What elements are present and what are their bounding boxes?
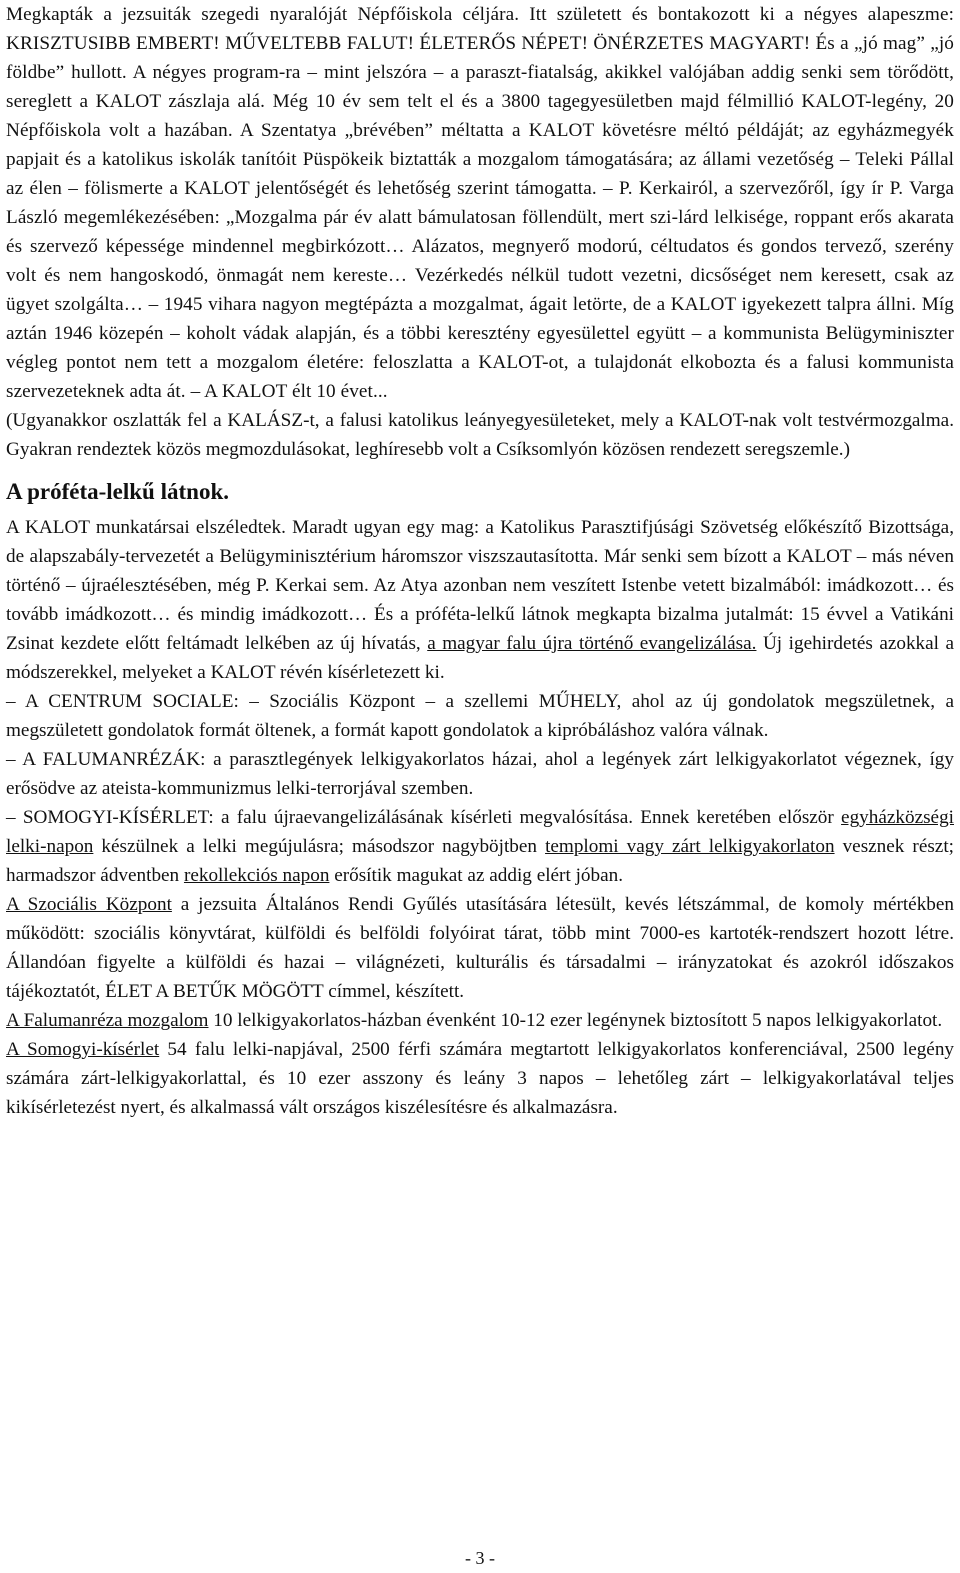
paragraph-falumanrezak: – A FALUMANRÉZÁK: a parasztlegények lelkigyakorlatos házai, ahol a legények zárt lelkigyakorlatot végeznek, így erősödve az ateista-kommunizmus lelki-terrorjával szemben.: [6, 749, 954, 799]
underlined-lelkigyakorlat: templomi vagy zárt lelkigyakorlaton: [545, 836, 835, 857]
paragraph-szocialis-kozpont: A Szociális Központ a jezsuita Általános Rendi Gyűlés utasítására létesült, kevés létszámmal, de komoly mértékben működött: szociális könyvtárat, külföldi és belföldi folyóirat tárat, több mint 7000-es kartoték-rendszert hozott létre. Állandóan figyelte a külföldi és hazai – világnézeti, kulturális és társadalmi – irányzatokat és azokról időszakos tájékoztatót, ÉLET A BETŰK MÖGÖTT címmel, készített.: [6, 894, 954, 1002]
paragraph-somogyi-results: A Somogyi-kísérlet 54 falu lelki-napjával, 2500 férfi számára megtartott lelkigyakorlatos konferenciával, 2500 legény számára zárt-lelkigyakorlattal, és 10 ezer asszony és leány 3 napos – lehetőleg zárt – lelkigyakorlatával teljes kikísérletezést nyert, és alkalmassá vált országos kiszélesítésre és alkalmazásra.: [6, 1039, 955, 1118]
paragraph-centrum-sociale: – A CENTRUM SOCIALE: – Szociális Központ – a szellemi MŰHELY, ahol az új gondolatok megszületnek, a megszületett gondolatok formát öltenek, a formát kapott gondolatok a kipróbáláshoz valóra válnak.: [6, 691, 954, 741]
underlined-rekollekcio: rekollekciós napon: [183, 865, 330, 886]
paragraph-kalasz: (Ugyanakkor oszlatták fel a KALÁSZ-t, a falusi katolikus leányegyesületeket, mely a KALOT-nak volt testvérmozgalma. Gyakran rendeztek közös megmozdulásokat, leghíresebb volt a Csíksomlyón közösen rendezett seregszemle.): [6, 410, 954, 460]
underlined-falumanreza: A Falumanréza mozgalom: [6, 1010, 209, 1031]
section-heading: A próféta-lelkű látnok.: [6, 479, 229, 504]
underlined-evangelization: a magyar falu újra történő evangelizálása.: [427, 633, 757, 654]
paragraph-kalot-history: Megkapták a jezsuiták szegedi nyaralóját Népfőiskola céljára. Itt született és bontakozott ki a négyes alapeszme: KRISZTUSIBB EMBERT! MŰVELTEBB FALUT! ÉLETERŐS NÉPET! ÖNÉRZETES MAGYART! És a „jó mag” „jó földbe” hullott. A négyes program-ra – mint jelszóra – a paraszt-fiatalság, akikkel valójában addig senki sem törődött, sereglett a KALOT zászlaja alá. Még 10 év sem telt el és a 3800 tagegyesületben majd félmillió KALOT-legény, 20 Népfőiskola volt a hazában. A Szentatya „brévében” méltatta a KALOT követésre méltó példáját; az egyházmegyék papjait és a katolikus iskolák tanítóit Püspökeik biztatták a mozgalom támogatására; az állami vezetőség – Teleki Pállal az élen – fölismerte a KALOT jelentőségét és lehetőség szerint támogatta. – P. Kerkairól, a szervezőről, így ír P. Varga László megemlékezésében: „Mozgalma pár év alatt bámulatosan föllendült, mert szi-lárd lelkisége, roppant erős akarata és szervező képessége mindennel megbirkózott… Alázatos, megnyerő modorú, céltudatos és gondos tervező, szerény volt és nem hangoskodó, önmagát nem kereste… Vezérkedés nélkül tudott vezetni, dicsőséget nem keresett, csak az ügyet szolgálta… – 1945 vihara nagyon megtépázta a mozgalmat, ágait letörte, de a KALOT igyekezett talpra állni. Míg aztán 1946 közepén – koholt vádak alapján, és a többi keresztény egyesülettel együtt – a kommunista Belügyminiszter végleg pontot nem tett a mozgalom életére: feloszlatta a KALOT-ot, a tulajdonát elkobozta és a falusi kommunista szervezeteknek adta át. – A KALOT élt 10 évet...: [6, 4, 954, 402]
paragraph-falumanreza: A Falumanréza mozgalom 10 lelkigyakorlatos-házban évenként 10-12 ezer legénynek biztosított 5 napos lelkigyakorlatot.: [6, 1010, 943, 1031]
page-number: - 3 -: [465, 1548, 495, 1568]
underlined-lelki-nap: egyházközségi lelki-napon: [6, 807, 954, 857]
paragraph-prophet: A KALOT munkatársai elszéledtek. Maradt ugyan egy mag: a Katolikus Parasztifjúsági Szövetség előkészítő Bizottsága, de alapszabály-tervezetét a Belügyminisztérium háromszor viszszautasította. Már senki sem bízott a KALOT – más néven történő – újraélesztésében, még P. Kerkai sem. Az Atya azonban nem veszített Istenbe vetett bizalmából: imádkozott… és tovább imádkozott… és mindig imádkozott… És a próféta-lelkű látnok megkapta bizalma jutalmát: 15 évvel a Vatikáni Zsinat kezdete előtt feltámadt lelkében az új hívatás, a magyar falu újra történő evangelizálása. Új igehirdetés azokkal a módszerekkel, melyeket a KALOT révén kísérletezett ki.: [6, 517, 955, 683]
document-page: [6, 0, 954, 1122]
underlined-somogyi: A Somogyi-kísérlet: [6, 1039, 160, 1060]
underlined-szocialis-kozpont: A Szociális Központ: [6, 894, 172, 915]
paragraph-somogyi-kiserlet: – SOMOGYI-KÍSÉRLET: a falu újraevangelizálásának kísérleti megvalósítása. Ennek keretében először egyházközségi lelki-napon készülnek a lelki megújulásra; másodszor nagyböjtben templomi vagy zárt lelkigyakorlaton vesznek részt; harmadszor ádventben rekollekciós napon erősítik magukat az addig elért jóban.: [6, 807, 954, 886]
